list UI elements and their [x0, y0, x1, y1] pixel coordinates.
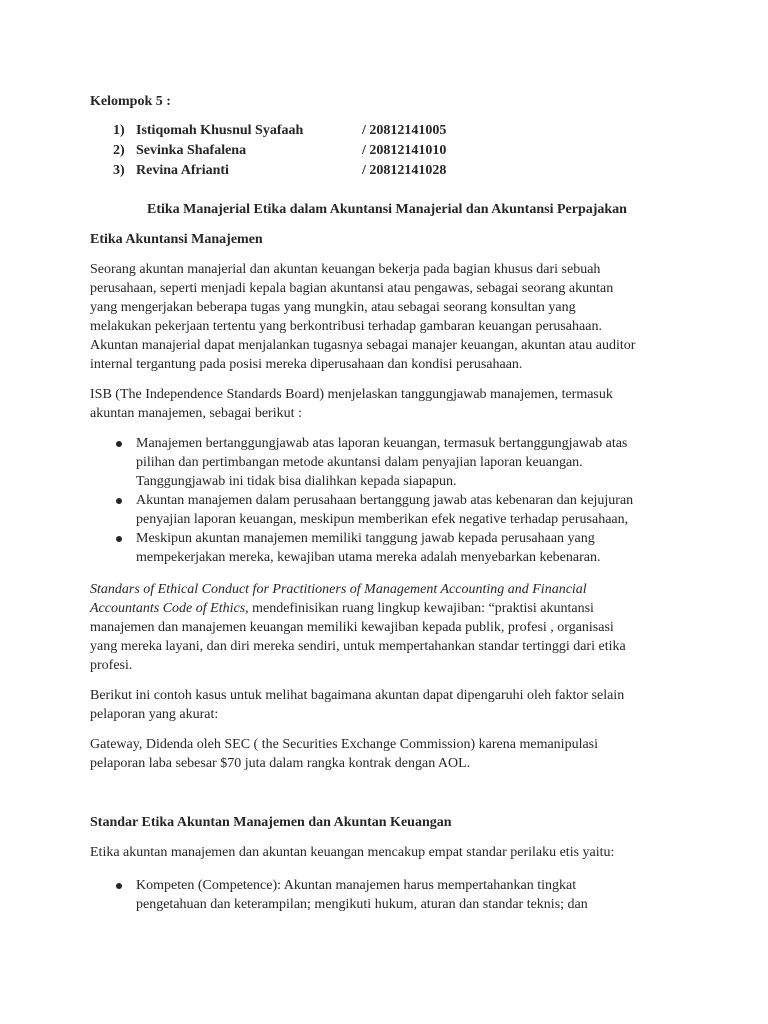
member-nim: / 20812141028: [362, 163, 447, 178]
paragraph-line: yang mereka layani, dan diri mereka sendiri, untuk mempertahankan standar tertinggi dari etika: [90, 639, 626, 654]
bullet-icon: [116, 441, 122, 447]
member-name: Istiqomah Khusnul Syafaah: [136, 123, 304, 138]
bullet-icon: [116, 883, 122, 889]
paragraph-line: [90, 599, 594, 619]
member-nim: / 20812141005: [362, 123, 447, 138]
paragraph-line: melakukan pekerjaan tertentu yang berkontribusi terhadap gambaran keuangan perusahaan.: [90, 319, 602, 334]
paragraph-line: yang mengerjakan beberapa tugas yang mungkin, atau sebagai seorang konsultan yang: [90, 300, 576, 315]
list-item-line: Manajemen bertanggungjawab atas laporan keuangan, termasuk bertanggungjawab atas: [136, 436, 628, 451]
member-number: 3): [113, 163, 125, 178]
paragraph-line: Standars of Ethical Conduct for Practitioners of Management Accounting and Financial: [90, 582, 587, 597]
bullet-icon: [116, 498, 122, 504]
list-item-line: pilihan dan pertimbangan metode akuntansi dalam penyajian laporan keuangan.: [136, 455, 583, 470]
member-number: 2): [113, 143, 125, 158]
list-item-line: pengetahuan dan keterampilan; mengikuti hukum, aturan dan standar teknis; dan: [136, 897, 588, 912]
paragraph-line: pelaporan laba sebesar $70 juta dalam rangka kontrak dengan AOL.: [90, 756, 471, 771]
member-nim: / 20812141010: [362, 143, 447, 158]
paragraph-line: ISB (The Independence Standards Board) menjelaskan tanggungjawab manajemen, termasuk: [90, 387, 613, 402]
section-heading: Etika Akuntansi Manajemen: [90, 232, 263, 247]
list-item-line: penyajian laporan keuangan, meskipun memberikan efek negative terhadap perusahaan,: [136, 512, 629, 527]
paragraph-line: internal tergantung pada posisi mereka diperusahaan dan kondisi perusahaan.: [90, 357, 523, 372]
group-label: Kelompok 5 :: [90, 94, 171, 109]
bullet-icon: [116, 536, 122, 542]
member-name: Sevinka Shafalena: [136, 143, 247, 158]
paragraph-line: manajemen dan manajemen keuangan memiliki kewajiban kepada publik, profesi , organisasi: [90, 620, 614, 635]
paragraph-line: Etika akuntan manajemen dan akuntan keuangan mencakup empat standar perilaku etis yaitu:: [90, 845, 615, 860]
paragraph-line: Akuntan manajerial dapat menjalankan tugasnya sebagai manajer keuangan, akuntan atau auditor: [90, 338, 636, 353]
list-item-line: Kompeten (Competence): Akuntan manajemen harus mempertahankan tingkat: [136, 878, 577, 893]
section-heading: Standar Etika Akuntan Manajemen dan Akuntan Keuangan: [90, 815, 452, 830]
paragraph-line: profesi.: [90, 658, 133, 673]
paragraph-line: Seorang akuntan manajerial dan akuntan keuangan bekerja pada bagian khusus dari sebuah: [90, 262, 601, 277]
list-item-line: Tanggungjawab ini tidak bisa dialihkan kepada siapapun.: [136, 474, 457, 489]
paragraph-line: Berikut ini contoh kasus untuk melihat bagaimana akuntan dapat dipengaruhi oleh faktor selain: [90, 688, 625, 703]
document-title: Etika Manajerial Etika dalam Akuntansi Manajerial dan Akuntansi Perpajakan: [147, 202, 627, 217]
paragraph-line: Gateway, Didenda oleh SEC ( the Securities Exchange Commission) karena memanipulasi: [90, 737, 599, 752]
italic-text: Accountants Code of Ethics,: [90, 601, 249, 616]
list-item-line: Akuntan manajemen dalam perusahaan bertanggung jawab atas kebenaran dan kejujuran: [136, 493, 634, 508]
list-item-line: Meskipun akuntan manajemen memiliki tanggung jawab kepada perusahaan yang: [136, 531, 595, 546]
paragraph-line: perusahaan, seperti menjadi kepala bagian akuntansi atau pengawas, sebagai seorang akuntan: [90, 281, 614, 296]
member-number: 1): [113, 123, 125, 138]
member-name: Revina Afrianti: [136, 163, 229, 178]
list-item-line: mempekerjakan mereka, kewajiban utama mereka adalah menyebarkan kebenaran.: [136, 550, 601, 565]
regular-text: mendefinisikan ruang lingkup kewajiban: “praktisi akuntansi: [248, 601, 594, 616]
paragraph-line: akuntan manajemen, sebagai berikut :: [90, 406, 302, 421]
paragraph-line: pelaporan yang akurat:: [90, 707, 219, 722]
